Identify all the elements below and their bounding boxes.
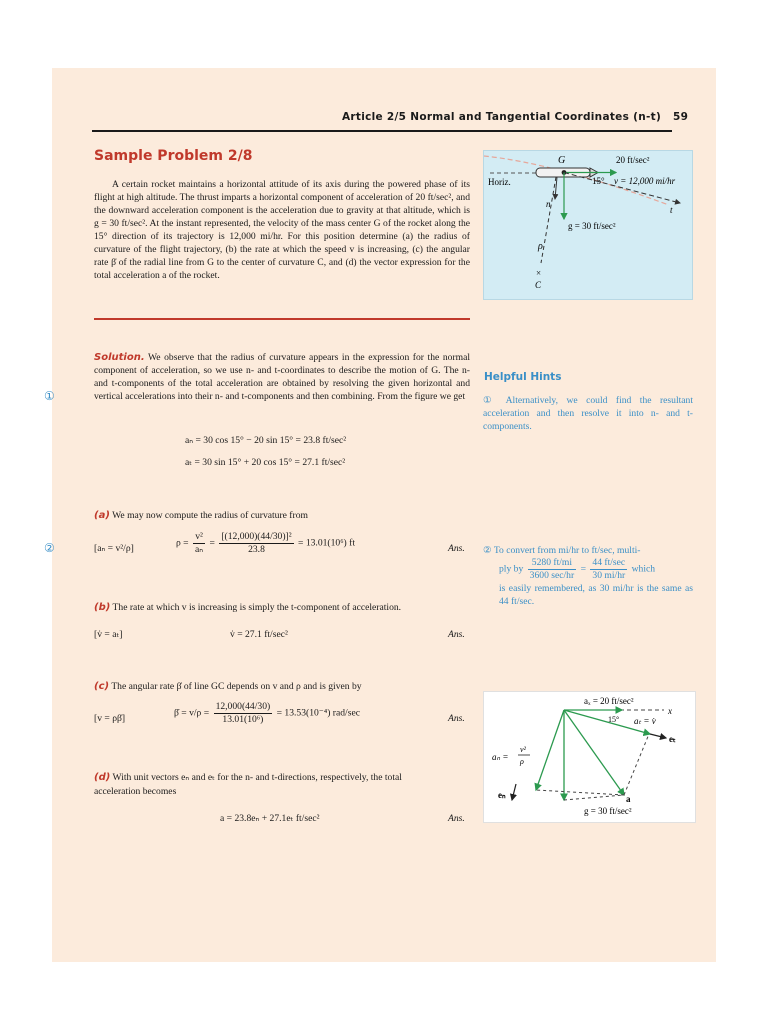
frac-denominator: aₙ: [195, 544, 204, 555]
et-unit-vector: [650, 734, 666, 738]
hint-2-fraction-line: [483, 557, 693, 582]
label-angle: 15°: [592, 176, 605, 186]
hint-2-which: which: [631, 563, 656, 575]
label-horiz: Horiz.: [488, 177, 511, 187]
fraction-velocity-squared: [219, 531, 293, 556]
beta-lhs: β̇ = v/ρ =: [174, 707, 210, 719]
frac-numerator: [(12,000)(44/30)]²: [221, 531, 292, 542]
beta-result: = 13.53(10⁻⁴) rad/sec: [276, 707, 360, 719]
hint-2-equals: =: [580, 563, 586, 575]
part-d-text-2: acceleration becomes: [94, 786, 177, 797]
frac-numerator: 5280 ft/mi: [528, 557, 577, 570]
label-n: n: [546, 199, 551, 209]
part-a-equation: [176, 531, 355, 556]
label-gravity: g = 30 ft/sec²: [568, 221, 616, 231]
rho-lhs: ρ =: [176, 537, 189, 549]
page-number: 59: [673, 111, 689, 123]
en-unit-vector: [512, 784, 516, 800]
part-c-intro: [94, 681, 362, 692]
part-b-text: The rate at which v is increasing is simply the t-component of acceleration.: [112, 602, 402, 613]
dashed-component-3: [564, 795, 624, 800]
hint-1: ① Alternatively, we could find the resultant acceleration and then resolve it into n- and t-components.: [483, 395, 693, 432]
part-c-bracket: [v = ρβ̇]: [94, 713, 126, 724]
dashed-component-2: [536, 790, 624, 795]
part-d-equation: a = 23.8eₙ + 27.1eₜ ft/sec²: [220, 813, 320, 824]
helpful-hints-title: Helpful Hints: [484, 371, 562, 383]
label-g-30: g = 30 ft/sec²: [584, 806, 632, 816]
label-en: eₙ: [498, 790, 506, 800]
equation-at: aₜ = 30 sin 15° + 20 cos 15° = 27.1 ft/sec²: [185, 457, 346, 468]
part-a-label: (a): [94, 510, 110, 521]
label-et: eₜ: [669, 734, 676, 744]
part-b-bracket: [v̇ = aₜ]: [94, 629, 123, 640]
frac-denominator: 13.01(10⁶): [222, 714, 264, 725]
equation-an: aₙ = 30 cos 15° − 20 sin 15° = 23.8 ft/sec²: [185, 435, 347, 446]
part-d-ans: Ans.: [448, 813, 465, 824]
part-a-intro: [94, 510, 308, 521]
solution-text: We observe that the radius of curvature appears in the expression for the normal component of acceleration, so we use n- and t-coordinates to describe the motion of G. The n- and t-components of the total acceleration are obtained by resolving the given horizontal and vertical accelerations into their n- and t-components and then combining. From the figure we get: [94, 352, 470, 402]
hint-2-line-1: ② To convert from mi/hr to ft/sec, multi-: [483, 545, 641, 556]
vector-diagram: [484, 692, 695, 822]
hint-2-line-3: is easily remembered, as 30 mi/hr is the same as 44 ft/sec.: [499, 583, 693, 607]
frac-denominator: 3600 sec/hr: [529, 570, 575, 581]
rho-result: = 13.01(10⁶) ft: [298, 537, 356, 549]
solution-heading: Solution.: [94, 352, 145, 363]
dashed-component-1: [624, 734, 649, 795]
label-an-num: v²: [520, 745, 526, 754]
header-rule: [92, 130, 672, 132]
label-C: C: [535, 280, 542, 290]
frac-numerator: 44 ft/sec: [592, 557, 626, 568]
rocket-diagram: [484, 151, 692, 299]
label-thrust-accel: 20 ft/sec²: [616, 155, 650, 165]
part-c-equation: [174, 701, 360, 726]
part-c-label: (c): [94, 681, 110, 692]
part-a-bracket: [aₙ = v²/ρ]: [94, 543, 134, 554]
sample-problem-title: Sample Problem 2/8: [94, 148, 253, 164]
label-x: x: [668, 706, 672, 716]
running-header: [342, 111, 689, 123]
running-title: Article 2/5 Normal and Tangential Coordinates (n-t): [342, 111, 662, 123]
problem-rule: [94, 318, 470, 320]
label-angle-15: 15°: [608, 715, 620, 724]
radius-line: [541, 177, 556, 263]
frac-denominator: 30 mi/hr: [592, 570, 626, 581]
hint-2: [483, 544, 693, 608]
frac-denominator: 23.8: [248, 544, 265, 555]
solution-paragraph: [94, 351, 470, 403]
hint-2-fraction-1: [528, 557, 577, 582]
hint-2-ply-by: ply by: [499, 563, 524, 575]
acceleration-vector-figure: [483, 691, 696, 823]
fraction-v-over-rho: [214, 701, 273, 726]
hint-2-fraction-2: [590, 557, 627, 582]
part-a-text: We may now compute the radius of curvature from: [112, 510, 308, 521]
rocket-figure: [483, 150, 693, 300]
label-an-den: ρ: [520, 757, 524, 766]
problem-statement: A certain rocket maintains a horizontal attitude of its axis during the powered phase of its flight at high altitude. The thrust imparts a horizontal component of acceleration of 20 ft/sec², and the downward acceleration component is the acceleration due to gravity at that altitude, which is g = 30 ft/sec². At the instant represented, the velocity of the mass center G of the rocket along the 15° direction of its trajectory is 12,000 mi/hr. For this position determine (a) the radius of curvature of the flight trajectory, (b) the rate at which the speed v is increasing, (c) the angular rate β̇ of the radial line from G to the center of curvature C, and (d) the vector expression for the total acceleration a of the rocket.: [94, 179, 470, 281]
label-velocity: v = 12,000 mi/hr: [614, 176, 676, 186]
center-of-curvature-marker: ×: [536, 268, 542, 278]
frac-numerator: 12,000(44/30): [215, 701, 271, 712]
part-c-text: The angular rate β̇ of line GC depends on v and ρ and is given by: [111, 681, 362, 692]
label-at: aₜ = v̇: [634, 716, 656, 726]
hint-marker-2: ②: [44, 541, 55, 555]
label-rho: ρ: [538, 241, 543, 252]
label-an: aₙ =: [492, 752, 509, 762]
part-c-ans: Ans.: [448, 713, 465, 724]
part-d-label: (d): [94, 772, 111, 783]
equals-sign: =: [209, 537, 215, 549]
part-b-intro: [94, 602, 401, 613]
part-b-label: (b): [94, 602, 111, 613]
an-vector: [536, 710, 564, 790]
part-d-text-1: With unit vectors eₙ and eₜ for the n- and t-directions, respectively, the total: [112, 772, 402, 783]
label-a: a: [626, 794, 631, 804]
part-b-ans: Ans.: [448, 629, 465, 640]
part-a-ans: Ans.: [448, 543, 465, 554]
label-G: G: [558, 155, 566, 166]
label-ax: aₓ = 20 ft/sec²: [584, 696, 634, 706]
label-t: t: [670, 205, 673, 215]
frac-numerator: v²: [193, 531, 205, 544]
part-d-intro: [94, 772, 402, 783]
textbook-page: [44, 68, 716, 962]
fraction-v2-over-an: [193, 531, 205, 556]
part-b-equation: v̇ = 27.1 ft/sec²: [230, 629, 288, 640]
hint-marker-1: ①: [44, 389, 55, 403]
